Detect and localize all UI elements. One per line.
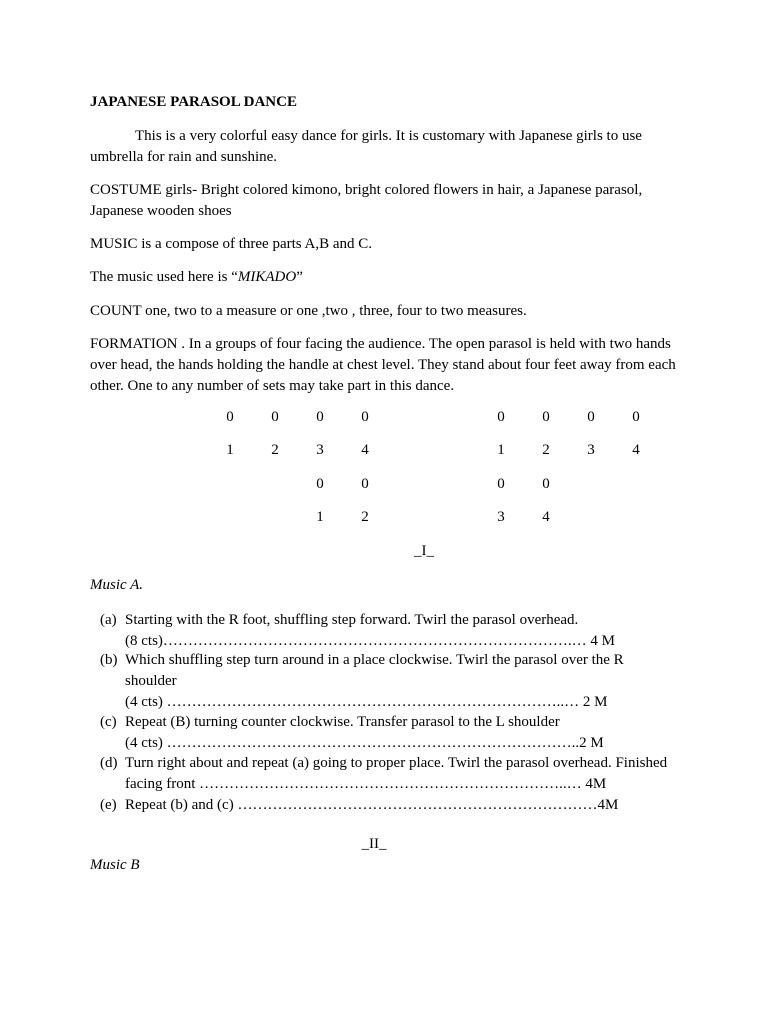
diagram-number: 1	[497, 442, 505, 458]
list-item	[100, 753, 680, 795]
diagram-number: 4	[542, 509, 550, 525]
step-text: Repeat (B) turning counter clockwise. Transfer parasol to the L shoulder	[125, 714, 560, 730]
diagram-mark: 0	[632, 409, 640, 425]
diagram-mark: 0	[497, 409, 505, 425]
diagram-mark: 0	[587, 409, 595, 425]
diagram-number: 4	[361, 442, 369, 458]
music-a-heading: Music A.	[90, 577, 144, 593]
step-count: facing front ………………………………………………………………..… 4M	[125, 776, 607, 792]
step-label: (d)	[100, 755, 118, 771]
diagram-number: 3	[587, 442, 595, 458]
step-text: Starting with the R foot, shuffling step forward. Twirl the parasol overhead.	[125, 612, 579, 628]
diagram-number: 1	[226, 442, 234, 458]
costume-paragraph: COSTUME girls- Bright colored kimono, bright colored flowers in hair, a Japanese parasol, Japanese wooden shoes	[90, 182, 643, 219]
diagram-mark: 0	[271, 409, 279, 425]
section-heading-i: _I_	[414, 543, 434, 559]
diagram-number: 1	[316, 509, 324, 525]
step-label: (e)	[100, 797, 117, 813]
diagram-mark: 0	[316, 409, 324, 425]
diagram-number: 4	[632, 442, 640, 458]
diagram-number: 3	[497, 509, 505, 525]
count-paragraph: COUNT one, two to a measure or one ,two , three, four to two measures.	[90, 303, 527, 319]
step-count: (4 cts) ………………………………………………………………………..2 M	[125, 735, 604, 751]
list-item	[100, 610, 680, 652]
music-used-paragraph	[90, 267, 680, 288]
intro-paragraph: This is a very colorful easy dance for girls. It is customary with Japanese girls to use umbrella for rain and sunshine.	[90, 128, 642, 165]
diagram-mark: 0	[497, 476, 505, 492]
step-count: (8 cts)……………………………………………………………………….… 4 M	[125, 633, 615, 649]
music-parts-paragraph: MUSIC is a compose of three parts A,B and C.	[90, 236, 373, 252]
step-text: Which shuffling step turn around in a place clockwise. Twirl the parasol over the R shoulder	[125, 652, 624, 689]
section-heading-ii: _II_	[361, 836, 387, 852]
step-text: Turn right about and repeat (a) going to proper place. Twirl the parasol overhead. Finished	[125, 755, 668, 771]
list-item	[100, 650, 680, 713]
music-title: MIKADO	[237, 269, 297, 285]
list-item	[100, 795, 680, 816]
list-item	[100, 712, 680, 754]
diagram-number: 2	[361, 509, 369, 525]
document-title: JAPANESE PARASOL DANCE	[90, 94, 297, 110]
music-used-suffix: ”	[296, 269, 303, 285]
step-label: (c)	[100, 714, 117, 730]
diagram-mark: 0	[542, 476, 550, 492]
diagram-number: 3	[316, 442, 324, 458]
music-used-prefix: The music used here is “	[90, 269, 238, 285]
step-text: Repeat (b) and (c) ………………………………………………………………4M	[125, 797, 619, 813]
diagram-number: 2	[271, 442, 279, 458]
music-b-heading: Music B	[90, 857, 140, 873]
diagram-mark: 0	[361, 409, 369, 425]
diagram-number: 2	[542, 442, 550, 458]
diagram-mark: 0	[542, 409, 550, 425]
diagram-mark: 0	[316, 476, 324, 492]
step-label: (b)	[100, 652, 118, 668]
diagram-mark: 0	[226, 409, 234, 425]
formation-paragraph: FORMATION . In a groups of four facing the audience. The open parasol is held with two hands over head, the hands holding the handle at chest level. They stand about four feet away from each other. One to any number of sets may take part in this dance.	[90, 336, 676, 394]
diagram-mark: 0	[361, 476, 369, 492]
step-count: (4 cts) ……………………………………………………………………..… 2 M	[125, 694, 608, 710]
step-label: (a)	[100, 612, 117, 628]
